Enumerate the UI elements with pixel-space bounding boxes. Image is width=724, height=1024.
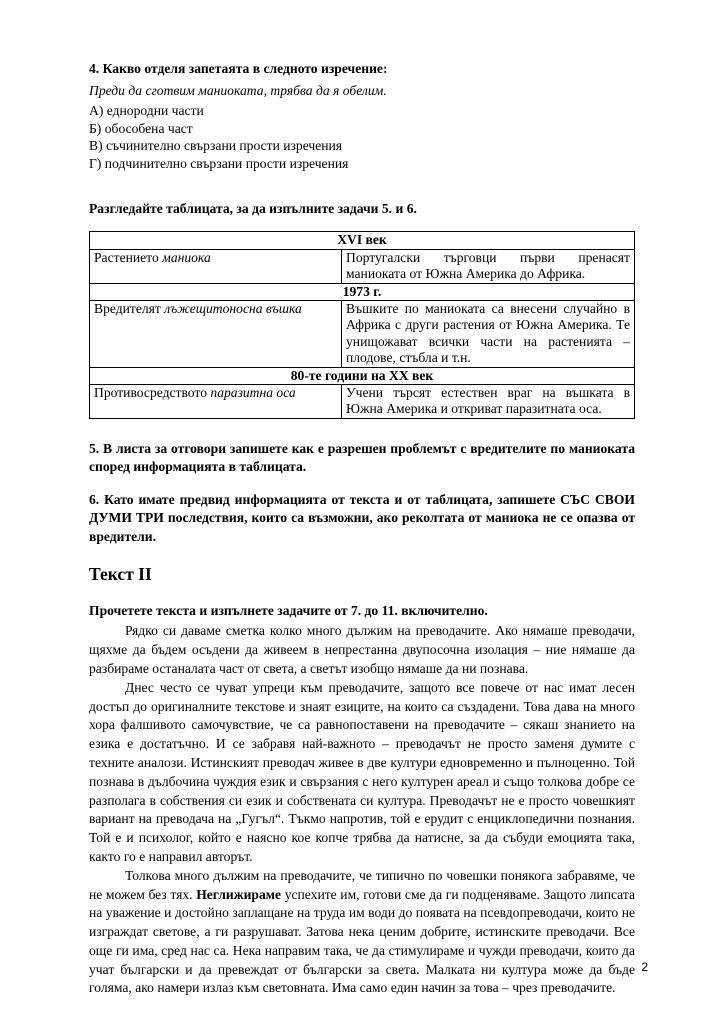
question-4-sentence: Преди да сготвим маниоката, трябва да я обелим. [89,83,387,98]
table-header-row [90,283,635,300]
table-cell-right: Учени търсят естествен враг на въшката в Южна Америка и откриват паразитната оса. [342,385,635,419]
table-cell-right: Въшките по маниоката са внесени случайно в Африка с други растения от Южна Америка. Те унищожават всички части на растенията – плодове, стъбла и т.н. [342,301,635,368]
table-cell-left: Вредителят лъжещитоносна въшка [90,301,342,368]
paragraph: Днес често се чуват упреци към преводачите, защото все повече от нас имат лесен достъп до оригиналните текстове и знаят езиците, на които са създадени. Това дава на много хора фалшивото самочувствие, че са равнопоставени на преводачите – сякаш знанието на езика е достатъчно. И се забравя най-важното – преводачът не просто заменя думите с техните аналози. Истинският преводач живее в две култури едновременно и пълноценно. Той познава в дълбочина чуждия език и свързания с него културен ареал и също толкова добре се разполага в собствения си език и собствената си култура. Преводачът не е просто човешкият вариант на преводача на „Гугъл“. Тъкмо напротив, той е ерудит с енциклопедични познания. Той е и психолог, който е наясно кое копче трябва да натисне, за да събуди емоцията така, както го е направил авторът. [89,679,635,864]
page-content [89,60,635,998]
table-cell-right: Португалски търговци първи пренасят маниоката от Южна Америка до Африка. [342,249,635,283]
text-instruction: Прочетете текста и изпълнете задачите от 7. до 11. включително. [89,603,488,619]
table-row [90,249,635,283]
table-header-cell: 80-те години на XX век [90,367,635,384]
table-row [90,301,635,368]
page-number: 2 [641,960,648,974]
info-table [89,231,635,418]
paragraph: Рядко си даваме сметка колко много дължим на преводачите. Ако нямаше преводачи, щяхме да бъдем осъдени да живеем в непрестанна двупосочна изолация – ние нямаше да разбираме останалата част от света, а светът изобщо нямаше да ни познава. [89,623,635,676]
option-d: Г) подчинително свързани прости изречения [89,155,349,171]
option-b: Б) обособена част [89,120,193,136]
option-a: А) еднородни части [89,103,204,118]
question-4-title: 4. Какво отделя запетаята в следното изречение: [89,61,388,76]
section-heading: Текст II [89,564,152,585]
paragraph: Толкова много дължим на преводачите, че типично по човешки понякога забравяме, че не можем без тях. Неглижираме успехите им, готови сме да ги подценяваме. Защото липсата на уважение и достойно заплащане на труда им води до появата на псевдопреводачи, които не изграждат светове, а ги разрушават. Затова нека ценим добрите, истинските преводачи. Все още ги има, сред нас са. Нека направим така, че да стимулираме и чужди преводачи, които да учат български и да превеждат от български за света. Малката ни култура може да бъде голяма, ако намери излаз към световната. Има само един начин за това – чрез преводачите. [89,867,636,996]
table-instruction: Разгледайте таблицата, за да изпълните задачи 5. и 6. [89,201,417,217]
table-cell-left: Растението маниока [90,249,342,283]
table-header-row [90,232,635,249]
question-4-options [89,102,635,172]
table-header-cell: XVI век [90,232,635,249]
table-cell-left: Противосредството паразитна оса [90,385,342,419]
option-c: В) съчинително свързани прости изречения [89,138,343,154]
bold-term: Неглижираме [196,886,282,902]
table-row [90,385,635,419]
table-header-cell: 1973 г. [90,283,635,300]
question-5: 5. В листа за отговори запишете как е разрешен проблемът с вредителите по маниоката според информацията в таблицата. [89,440,635,475]
question-6: 6. Като имате предвид информацията от текста и от таблицата, запишете СЪС СВОИ ДУМИ ТРИ последствия, които са възможни, ако реколтата от маниока не се опазва от вредители. [89,491,635,544]
table-header-row [90,367,635,384]
text-body [89,622,635,998]
